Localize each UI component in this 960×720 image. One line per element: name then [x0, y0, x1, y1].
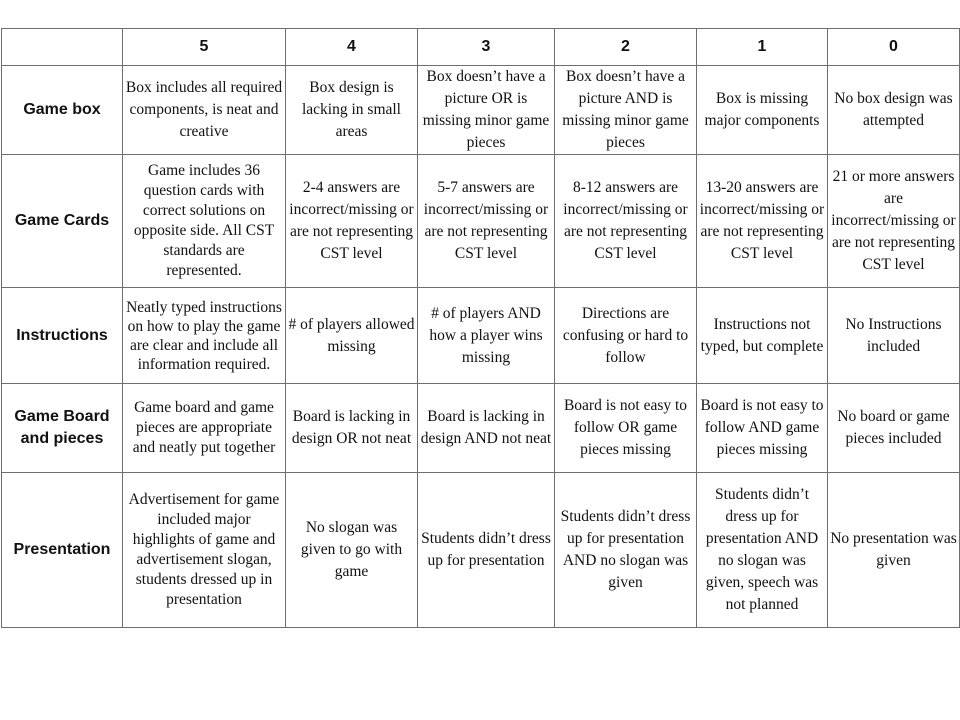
- rubric-row-presentation: [2, 473, 960, 628]
- category-label: Game box: [2, 66, 123, 155]
- criterion-cell: Board is not easy to follow OR game pieces missing: [555, 384, 697, 473]
- criterion-cell: No slogan was given to go with game: [286, 473, 418, 628]
- criterion-cell: No board or game pieces included: [828, 384, 960, 473]
- score-header-3: 3: [418, 29, 555, 66]
- rubric-row-game-box: [2, 66, 960, 155]
- criterion-cell: No presentation was given: [828, 473, 960, 628]
- header-row: [2, 29, 960, 66]
- header-corner-cell: [2, 29, 123, 66]
- criterion-cell: Box doesn’t have a picture AND is missing minor game pieces: [555, 66, 697, 155]
- criterion-cell: Board is not easy to follow AND game pieces missing: [697, 384, 828, 473]
- score-header-1: 1: [697, 29, 828, 66]
- criterion-cell: No Instructions included: [828, 288, 960, 384]
- criterion-cell: Box includes all required components, is neat and creative: [123, 66, 286, 155]
- criterion-cell: Directions are confusing or hard to follow: [555, 288, 697, 384]
- criterion-cell: Board is lacking in design OR not neat: [286, 384, 418, 473]
- criterion-cell: 8-12 answers are incorrect/missing or are not representing CST level: [555, 155, 697, 288]
- category-label: Game Cards: [2, 155, 123, 288]
- criterion-cell: 13-20 answers are incorrect/missing or are not representing CST level: [697, 155, 828, 288]
- score-header-5: 5: [123, 29, 286, 66]
- category-label: Game Board and pieces: [2, 384, 123, 473]
- category-label: Presentation: [2, 473, 123, 628]
- criterion-cell: Instructions not typed, but complete: [697, 288, 828, 384]
- criterion-cell: Advertisement for game included major highlights of game and advertisement slogan, students dressed up in presentation: [123, 473, 286, 628]
- criterion-cell: Game includes 36 question cards with correct solutions on opposite side. All CST standards are represented.: [123, 155, 286, 288]
- rubric-row-instructions: [2, 288, 960, 384]
- criterion-cell: Students didn’t dress up for presentation AND no slogan was given: [555, 473, 697, 628]
- criterion-cell: Neatly typed instructions on how to play the game are clear and include all information required.: [123, 288, 286, 384]
- score-header-4: 4: [286, 29, 418, 66]
- rubric-table: [1, 28, 960, 628]
- criterion-cell: Box doesn’t have a picture OR is missing minor game pieces: [418, 66, 555, 155]
- criterion-cell: Board is lacking in design AND not neat: [418, 384, 555, 473]
- score-header-2: 2: [555, 29, 697, 66]
- criterion-cell: No box design was attempted: [828, 66, 960, 155]
- criterion-cell: Students didn’t dress up for presentation: [418, 473, 555, 628]
- criterion-cell: 2-4 answers are incorrect/missing or are not representing CST level: [286, 155, 418, 288]
- criterion-cell: 21 or more answers are incorrect/missing or are not representing CST level: [828, 155, 960, 288]
- criterion-cell: # of players allowed missing: [286, 288, 418, 384]
- score-header-0: 0: [828, 29, 960, 66]
- criterion-cell: Box design is lacking in small areas: [286, 66, 418, 155]
- rubric-row-game-board: [2, 384, 960, 473]
- criterion-cell: Box is missing major components: [697, 66, 828, 155]
- criterion-cell: Students didn’t dress up for presentation AND no slogan was given, speech was not planned: [697, 473, 828, 628]
- category-label: Instructions: [2, 288, 123, 384]
- criterion-cell: Game board and game pieces are appropriate and neatly put together: [123, 384, 286, 473]
- criterion-cell: 5-7 answers are incorrect/missing or are not representing CST level: [418, 155, 555, 288]
- criterion-cell: # of players AND how a player wins missing: [418, 288, 555, 384]
- rubric-row-game-cards: [2, 155, 960, 288]
